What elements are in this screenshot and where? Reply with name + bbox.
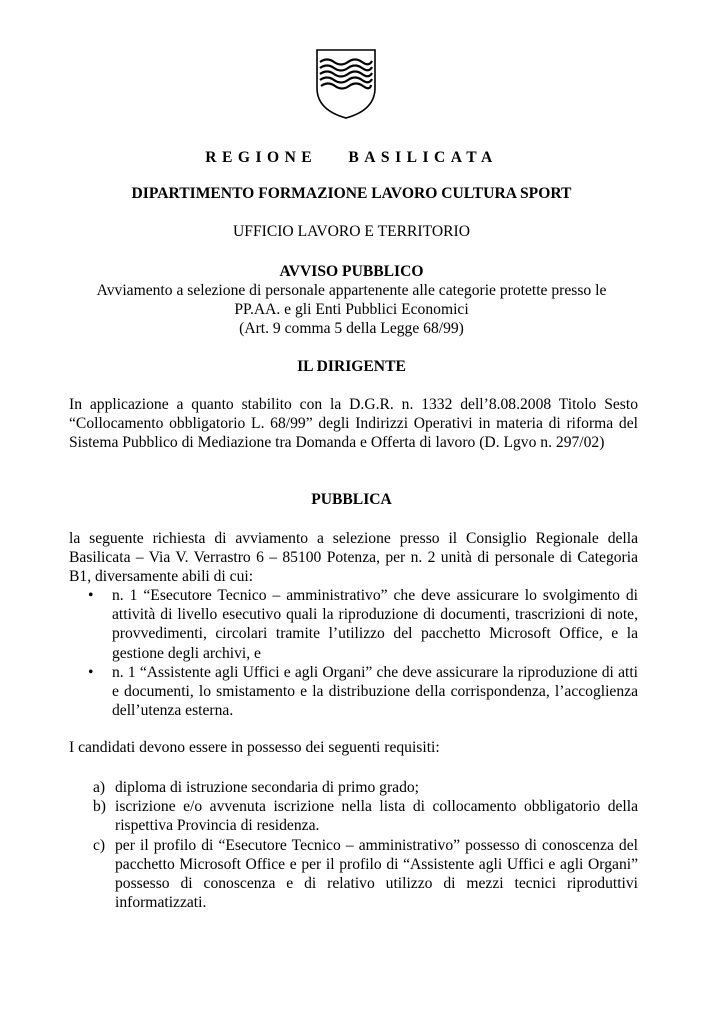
list-marker: c)	[93, 836, 106, 854]
list-item-text: diploma di istruzione secondaria di primo grado;	[115, 779, 420, 796]
department-title: DIPARTIMENTO FORMAZIONE LAVORO CULTURA SPORT	[131, 185, 572, 202]
regione-basilicata-crest-icon	[315, 48, 377, 120]
publication-heading: PUBBLICA	[311, 491, 392, 508]
requirements-list	[69, 778, 638, 912]
position-list	[69, 586, 638, 720]
list-item	[69, 586, 638, 663]
list-item-text: n. 1 “Esecutore Tecnico – amministrativo” che deve assicurare lo svolgimento di attività di livello esecutivo quali la riproduzione di documenti, trascrizioni di note, provvedimenti, circolari tramite l’utilizzo del pacchetto Microsoft Office, e la gestione degli archivi, e	[112, 587, 638, 662]
region-title: REGIONE BASILICATA	[205, 149, 498, 166]
list-marker: a)	[93, 779, 106, 796]
list-item	[69, 836, 638, 913]
list-item	[69, 663, 638, 721]
notice-subtitle-line: Avviamento a selezione di personale appartenente alle categorie protette presso le	[96, 282, 607, 299]
requirements-intro: I candidati devono essere in possesso dei seguenti requisiti:	[69, 739, 440, 756]
publication-intro: la seguente richiesta di avviamento a selezione presso il Consiglio Regionale della Basilicata – Via V. Verrastro 6 – 85100 Potenza, per n. 2 unità di personale di Categoria B1, diversamente abili di cui:	[69, 530, 638, 586]
list-marker: b)	[93, 798, 106, 816]
notice-subtitle-line: PP.AA. e gli Enti Pubblici Economici	[234, 301, 469, 318]
notice-subtitle-line: (Art. 9 comma 5 della Legge 68/99)	[239, 320, 464, 337]
bullet-icon: •	[88, 587, 94, 604]
list-item-text: per il profilo di “Esecutore Tecnico – amministrativo” possesso di conoscenza del pacchetto Microsoft Office e per il profilo di “Assistente agli Uffici e agli Organi” possesso di conoscenza e di relativo utilizzo di mezzi tecnici riproduttivi informatizzati.	[115, 836, 638, 912]
list-item	[69, 797, 638, 835]
list-item-text: iscrizione e/o avvenuta iscrizione nella lista di collocamento obbligatorio della rispettiva Provincia di residenza.	[115, 798, 638, 835]
list-item-text: n. 1 “Assistente agli Uffici e agli Organi” che deve assicurare la riproduzione di atti e documenti, lo smistamento e la distribuzione della corrispondenza, l’accoglienza dell’utenza esterna.	[112, 663, 638, 720]
office-title: UFFICIO LAVORO E TERRITORIO	[233, 223, 470, 240]
director-heading: IL DIRIGENTE	[297, 358, 406, 375]
director-paragraph: In applicazione a quanto stabilito con la D.G.R. n. 1332 dell’8.08.2008 Titolo Sesto “Collocamento obbligatorio L. 68/99” degli Indirizzi Operativi in materia di riforma del Sistema Pubblico di Mediazione tra Domanda e Offerta di lavoro (D. Lgvo n. 297/02)	[69, 396, 638, 452]
notice-title: AVVISO PUBBLICO	[279, 263, 424, 280]
list-item	[69, 778, 638, 797]
bullet-icon: •	[88, 663, 94, 681]
